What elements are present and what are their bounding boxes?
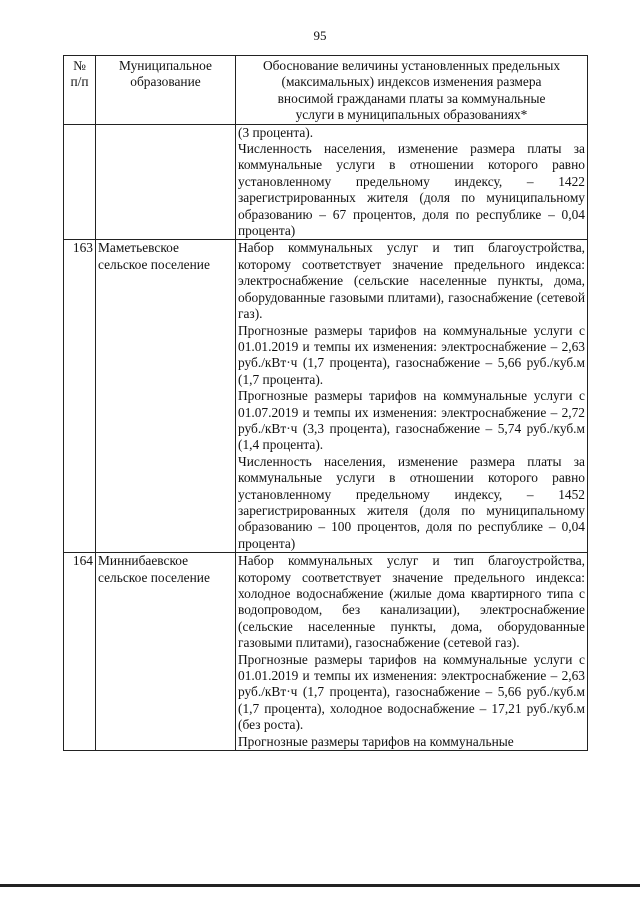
- header-municipality-line: Муниципальное: [119, 58, 212, 73]
- header-justification-line: услуги в муниципальных образованиях*: [295, 107, 528, 123]
- row-justification: [236, 124, 588, 240]
- row-municipality: [96, 553, 236, 751]
- table-header-row: [64, 56, 588, 125]
- justification-paragraph: Численность населения, изменение размера платы за коммунальные услуги в отношении которого равно установленному предельному индексу, – 1422 зарегистрированных жителя (доля по муниципальному образованию – 67 процентов, доля по республике – 0,04 процента): [238, 141, 585, 239]
- header-justification-line: вносимой гражданами платы за коммунальные: [277, 90, 546, 106]
- justification-paragraph: Прогнозные размеры тарифов на коммунальные услуги с 01.01.2019 и темпы их изменения: электроснабжение – 2,63 руб./кВт·ч (1,7 процента), газоснабжение – 5,66 руб./куб.м (1,7 процента).: [238, 322, 585, 387]
- table-row: [64, 124, 588, 240]
- header-number-line: №: [73, 58, 86, 73]
- municipality-line: сельское поселение: [98, 256, 210, 272]
- header-justification-line: Обоснование величины установленных предельных: [262, 58, 561, 73]
- municipality-line: Маметьевское: [98, 240, 179, 256]
- scan-bottom-edge: [0, 884, 640, 887]
- municipality-line: Миннибаевское: [98, 553, 189, 569]
- justification-paragraph: Набор коммунальных услуг и тип благоустройства, которому соответствует значение предельного индекса: электроснабжение (сельские населенные пункты, дома, оборудованные газовыми плитами), газоснабжение (сетевой газ).: [238, 240, 585, 322]
- row-municipality: [96, 124, 236, 240]
- header-justification: [236, 56, 588, 125]
- row-number: 163: [64, 240, 96, 553]
- row-justification: [236, 240, 588, 553]
- page-number: 95: [313, 28, 327, 43]
- header-municipality: [96, 56, 236, 125]
- municipality-line: сельское поселение: [98, 569, 210, 585]
- row-justification: [236, 553, 588, 751]
- header-number-line: п/п: [70, 74, 89, 90]
- header-justification-line: (максимальных) индексов изменения размера: [281, 74, 542, 90]
- header-number: [64, 56, 96, 125]
- justification-paragraph: Набор коммунальных услуг и тип благоустройства, которому соответствует значение предельного индекса: холодное водоснабжение (жилые дома квартирного типа с водопроводом, без канализации), электроснабжение (сельские населенные пункты, дома, оборудованные газовыми плитами), газоснабжение (сетевой газ).: [238, 553, 585, 651]
- justification-paragraph: (3 процента).: [238, 124, 314, 140]
- table-row: [64, 553, 588, 751]
- justification-paragraph: Прогнозные размеры тарифов на коммунальные услуги с 01.07.2019 и темпы их изменения: электроснабжение – 2,72 руб./кВт·ч (3,3 процента), газоснабжение – 5,74 руб./куб.м (1,4 процента).: [238, 388, 585, 453]
- tariff-table: [63, 55, 588, 751]
- justification-paragraph: Прогнозные размеры тарифов на коммунальные: [238, 733, 514, 749]
- row-municipality: [96, 240, 236, 553]
- justification-paragraph: Численность населения, изменение размера платы за коммунальные услуги в отношении которого равно установленному предельному индексу, – 1452 зарегистрированных жителя (доля по муниципальному образованию – 100 процентов, доля по республике – 0,04 процента): [238, 453, 585, 551]
- justification-paragraph: Прогнозные размеры тарифов на коммунальные услуги с 01.01.2019 и темпы их изменения: электроснабжение – 2,63 руб./кВт·ч (1,7 процента), газоснабжение – 5,66 руб./куб.м (1,7 процента), холодное водоснабжение – 17,21 руб./куб.м (без роста).: [238, 651, 585, 733]
- row-number: 164: [64, 553, 96, 751]
- table-row: [64, 240, 588, 553]
- header-municipality-line: образование: [130, 74, 201, 90]
- row-number: [64, 124, 96, 240]
